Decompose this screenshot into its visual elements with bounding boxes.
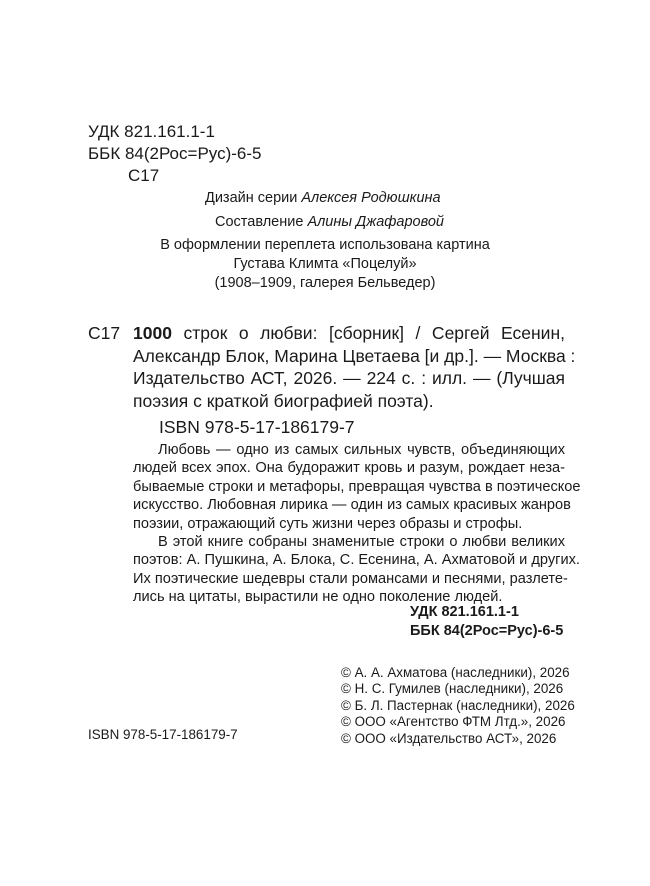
series-design-credit xyxy=(205,189,441,208)
cover-art-line: В оформлении переплета использована картина xyxy=(160,237,490,253)
cover-art-line: (1908–1909, галерея Бельведер) xyxy=(214,275,436,291)
annotation-line: лись на цитаты, вырастили не одно поколение людей. xyxy=(133,589,503,606)
copyright-line: © Н. С. Гумилев (наследники), 2026 xyxy=(341,681,564,697)
catalog-line: Издательство АСТ, 2026. — 224 с. : илл. — (Лучшая xyxy=(133,368,565,388)
catalog-title-number: 1000 xyxy=(133,323,172,343)
bbk-code: ББК 84(2Рос=Рус)-6-5 xyxy=(88,144,262,163)
index-bbk: ББК 84(2Рос=Рус)-6-5 xyxy=(410,623,564,639)
catalog-line: поэзия с краткой биографией поэта). xyxy=(133,390,434,411)
udk-code: УДК 821.161.1-1 xyxy=(88,122,215,141)
cover-art-note xyxy=(150,236,500,293)
annotation-line: Любовь — одно из самых сильных чувств, объединяющих xyxy=(158,442,565,458)
annotation-line: поэзии, отражающий суть жизни через образы и строфы. xyxy=(133,515,523,532)
compiler-label: Составление xyxy=(215,214,304,230)
annotation-line: людей всех эпох. Она будоражит кровь и разум, рождает неза- xyxy=(133,460,565,477)
annotation-line: В этой книге собраны знаменитые строки о любви великих xyxy=(158,534,565,551)
copyright-line: © Б. Л. Пастернак (наследники), 2026 xyxy=(341,697,575,713)
copyright-line: © А. А. Ахматова (наследники), 2026 xyxy=(341,665,570,680)
compiler-name: Алины Джафаровой xyxy=(307,214,444,230)
series-design-name: Алексея Родюшкина xyxy=(301,190,441,206)
series-design-label: Дизайн серии xyxy=(205,190,298,206)
annotation-line: бываемые строки и метафоры, превращая чувства в поэтическое xyxy=(133,478,581,495)
copyright-line: © ООО «Издательство АСТ», 2026 xyxy=(341,730,557,746)
cover-art-line: Густава Климта «Поцелуй» xyxy=(233,256,417,272)
annotation-line: поэтов: А. Пушкина, А. Блока, С. Есенина, А. Ахматовой и других. xyxy=(133,552,580,569)
compiler-credit xyxy=(215,213,444,232)
catalog-entry xyxy=(133,322,576,412)
catalog-mark: С17 xyxy=(88,323,121,343)
annotation-line: искусство. Любовная лирика — один из самых красивых жанров xyxy=(133,497,571,514)
author-mark: С17 xyxy=(128,166,160,185)
copyright-block xyxy=(341,665,575,747)
annotation-line: Их поэтические шедевры стали романсами и песнями, разлете- xyxy=(133,570,568,587)
copyright-line: © ООО «Агентство ФТМ Лтд.», 2026 xyxy=(341,714,566,730)
index-udk: УДК 821.161.1-1 xyxy=(410,604,519,620)
catalog-line: Александр Блок, Марина Цветаева [и др.]. — Москва : xyxy=(133,345,576,366)
catalog-line: 1000 строк о любви: [сборник] / Сергей Есенин, xyxy=(133,323,565,343)
catalog-isbn: ISBN 978-5-17-186179-7 xyxy=(159,417,355,437)
bottom-isbn: ISBN 978-5-17-186179-7 xyxy=(88,727,238,742)
annotation xyxy=(133,441,581,607)
